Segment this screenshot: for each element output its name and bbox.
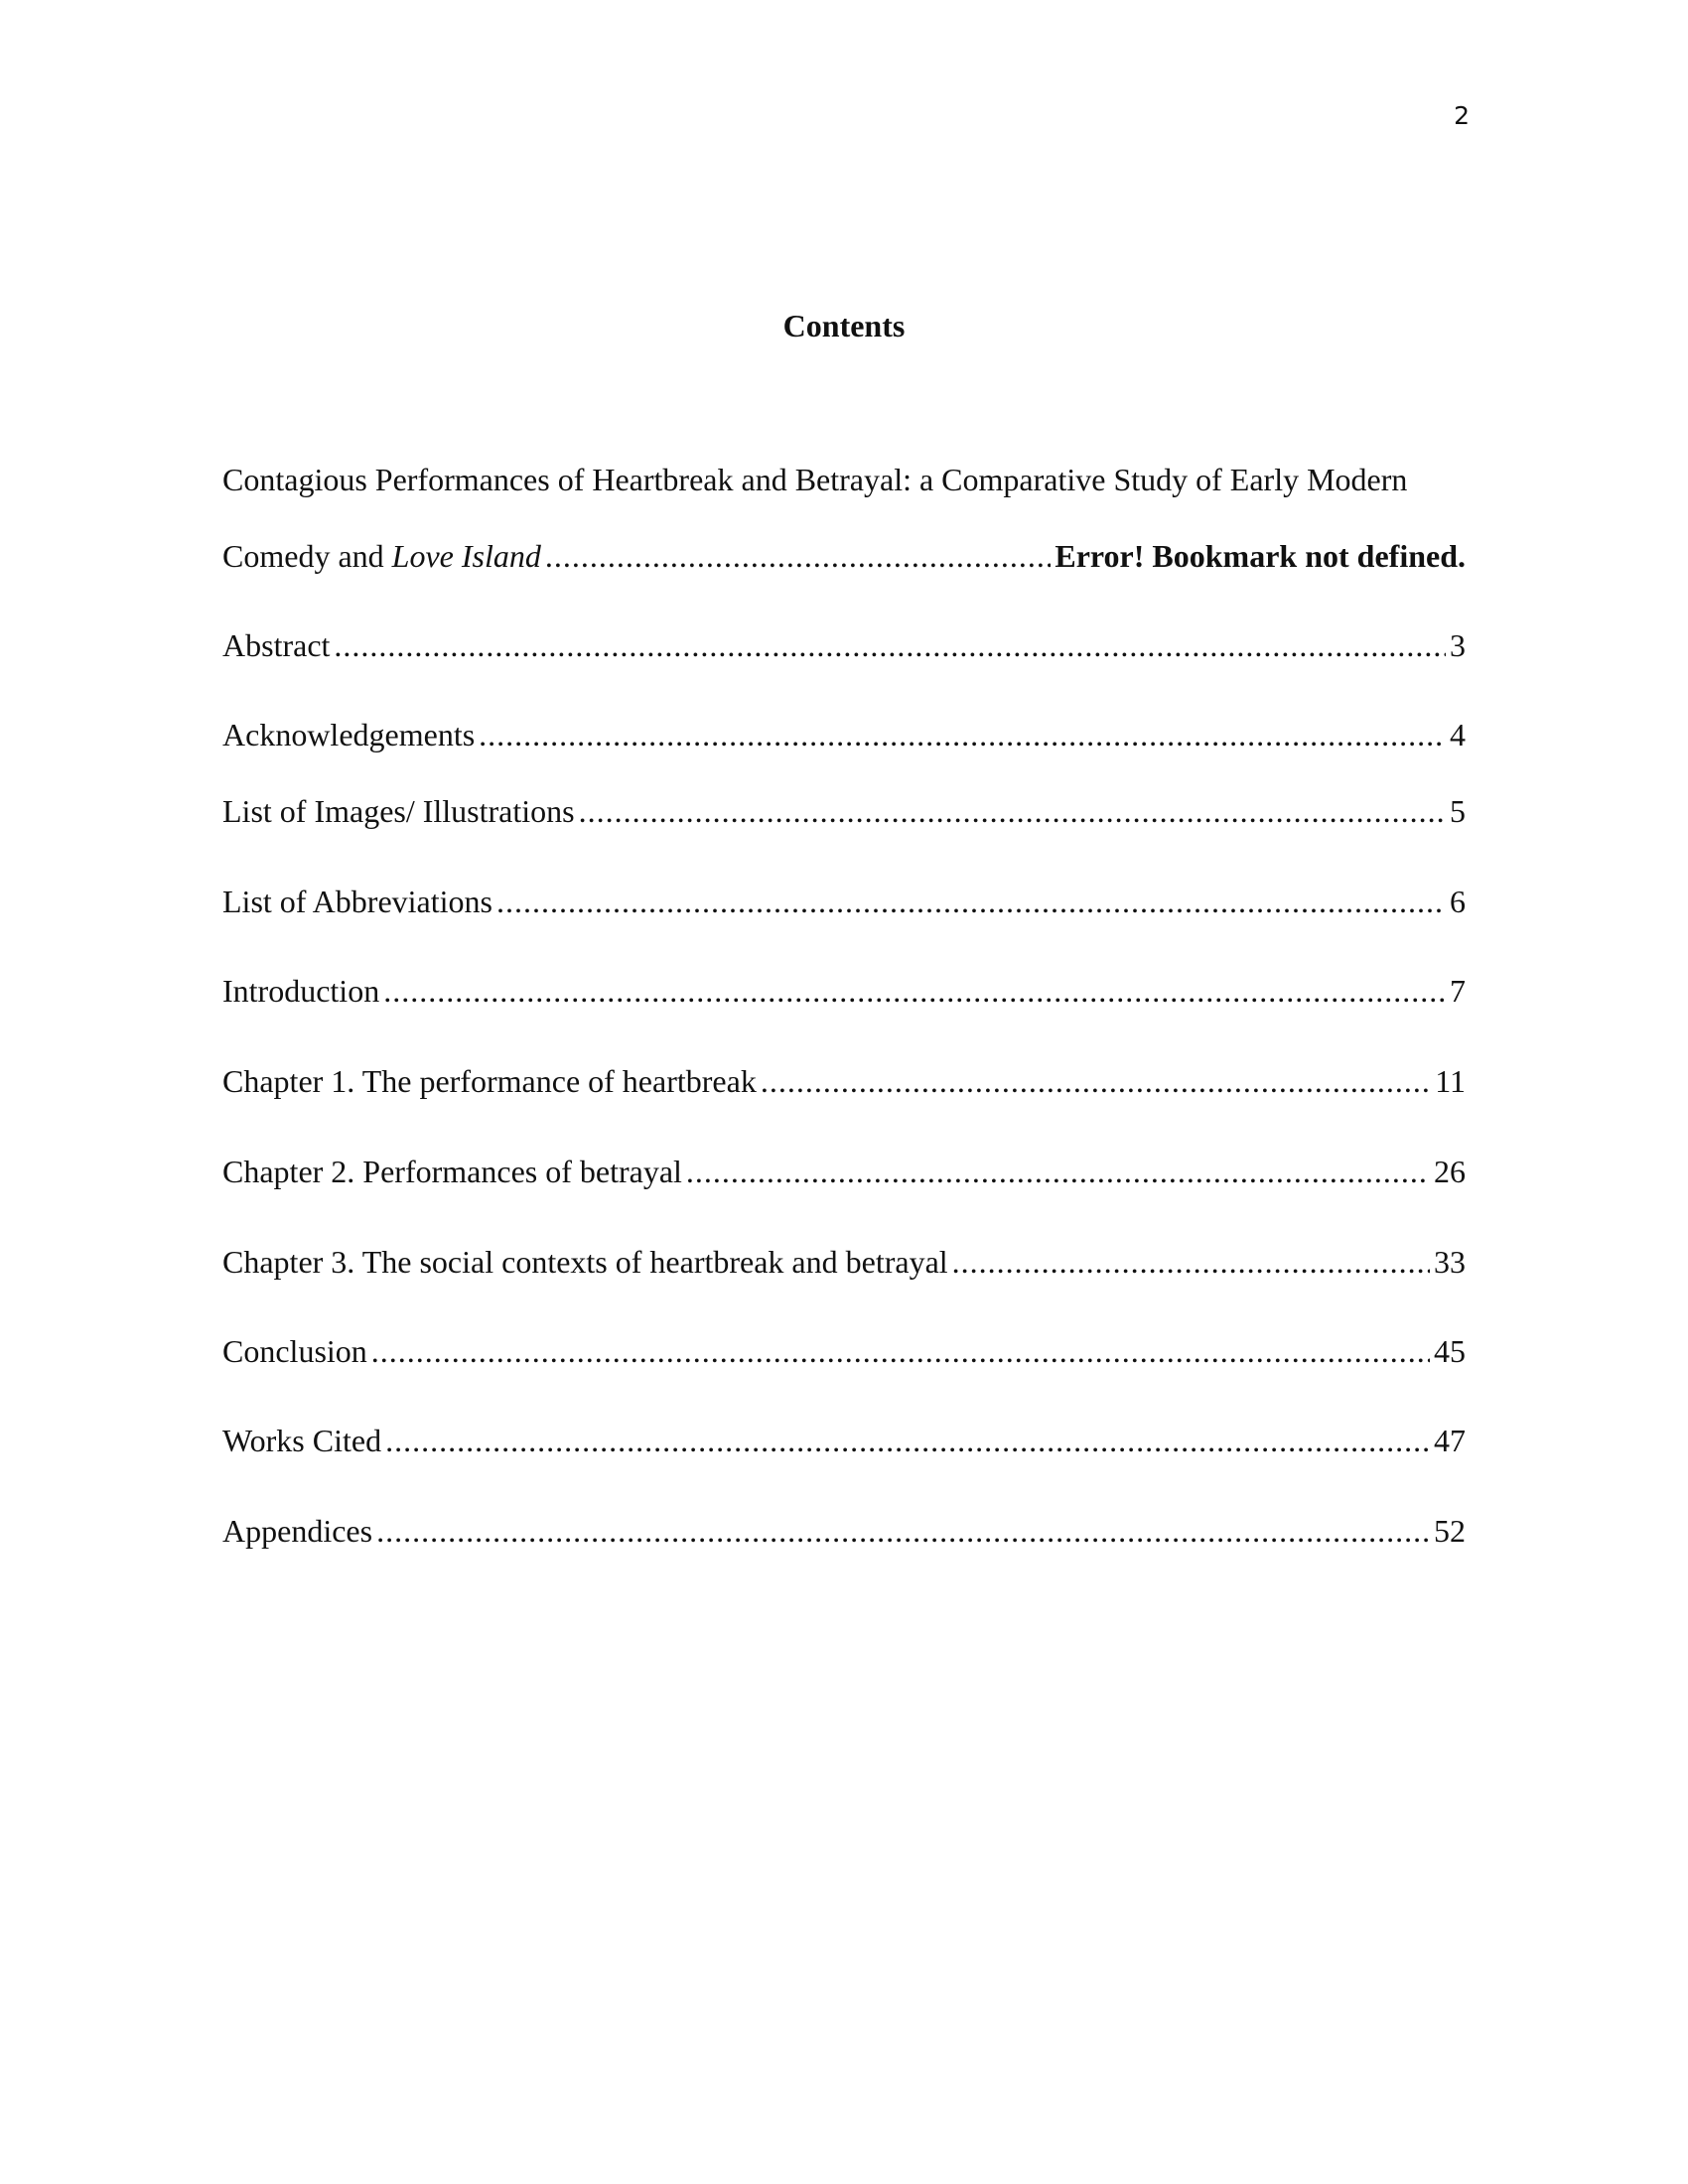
- toc-entry-page: 45: [1434, 1333, 1466, 1369]
- toc-entry-label: Conclusion: [222, 1333, 367, 1369]
- toc-entry-label: Abstract: [222, 627, 331, 663]
- page-number: 2: [1454, 101, 1470, 130]
- toc-entry-page: 7: [1450, 973, 1466, 1009]
- toc-entry-list-of-abbreviations[interactable]: [222, 882, 1466, 921]
- dot-leader: [952, 1242, 1430, 1282]
- toc-label-italic: Love Island: [391, 538, 541, 574]
- toc-entry-line1: Contagious Performances of Heartbreak and Betrayal: a Comparative Study of Early Modern: [222, 462, 1408, 497]
- toc-entry-chapter-1[interactable]: [222, 1061, 1466, 1101]
- dot-leader: [479, 715, 1446, 754]
- toc-entry-main-title[interactable]: [222, 460, 1466, 576]
- toc-entry-appendices[interactable]: [222, 1511, 1466, 1551]
- dot-leader: [496, 882, 1446, 921]
- toc-entry-page: 5: [1450, 793, 1466, 829]
- dot-leader: [334, 625, 1446, 665]
- dot-leader: [686, 1152, 1430, 1191]
- toc-entry-list-of-images[interactable]: [222, 791, 1466, 831]
- toc-entry-label: Introduction: [222, 973, 380, 1009]
- toc-entry-page: 26: [1434, 1154, 1466, 1189]
- toc-entry-introduction[interactable]: [222, 971, 1466, 1011]
- toc-entry-error: Error! Bookmark not defined.: [1055, 538, 1466, 574]
- toc-entry-label: Acknowledgements: [222, 717, 476, 752]
- toc-entry-label: List of Abbreviations: [222, 884, 492, 919]
- dot-leader: [545, 536, 1052, 576]
- toc-entry-page: 4: [1450, 717, 1466, 752]
- toc-label-prefix: Comedy and: [222, 538, 392, 574]
- toc-entry-page: 52: [1434, 1513, 1466, 1549]
- toc-entry-page: 3: [1450, 627, 1466, 663]
- toc-entry-abstract[interactable]: [222, 625, 1466, 665]
- toc-entry-page: 11: [1435, 1063, 1466, 1099]
- toc-entry-label: Chapter 2. Performances of betrayal: [222, 1154, 682, 1189]
- toc-entry-label: Works Cited: [222, 1423, 382, 1458]
- toc-entry-label: List of Images/ Illustrations: [222, 793, 575, 829]
- toc-entry-label: Chapter 1. The performance of heartbreak: [222, 1063, 757, 1099]
- dot-leader: [579, 791, 1446, 831]
- dot-leader: [376, 1511, 1430, 1551]
- page-title: Contents: [782, 308, 906, 343]
- toc-entry-page: 33: [1434, 1244, 1466, 1280]
- toc-entry-label: [222, 536, 541, 576]
- toc-entry-label: Appendices: [222, 1513, 373, 1549]
- dot-leader: [761, 1061, 1431, 1101]
- toc-entry-works-cited[interactable]: [222, 1421, 1466, 1460]
- dot-leader: [371, 1331, 1430, 1371]
- toc-entry-chapter-3[interactable]: [222, 1242, 1466, 1282]
- toc-entry-chapter-2[interactable]: [222, 1152, 1466, 1191]
- toc-entry-page: 47: [1434, 1423, 1466, 1458]
- toc-entry-acknowledgements[interactable]: [222, 715, 1466, 754]
- dot-leader: [383, 971, 1446, 1011]
- dot-leader: [385, 1421, 1430, 1460]
- toc-entry-conclusion[interactable]: [222, 1331, 1466, 1371]
- toc-entry-label: Chapter 3. The social contexts of heartbreak and betrayal: [222, 1244, 948, 1280]
- toc-entry-page: 6: [1450, 884, 1466, 919]
